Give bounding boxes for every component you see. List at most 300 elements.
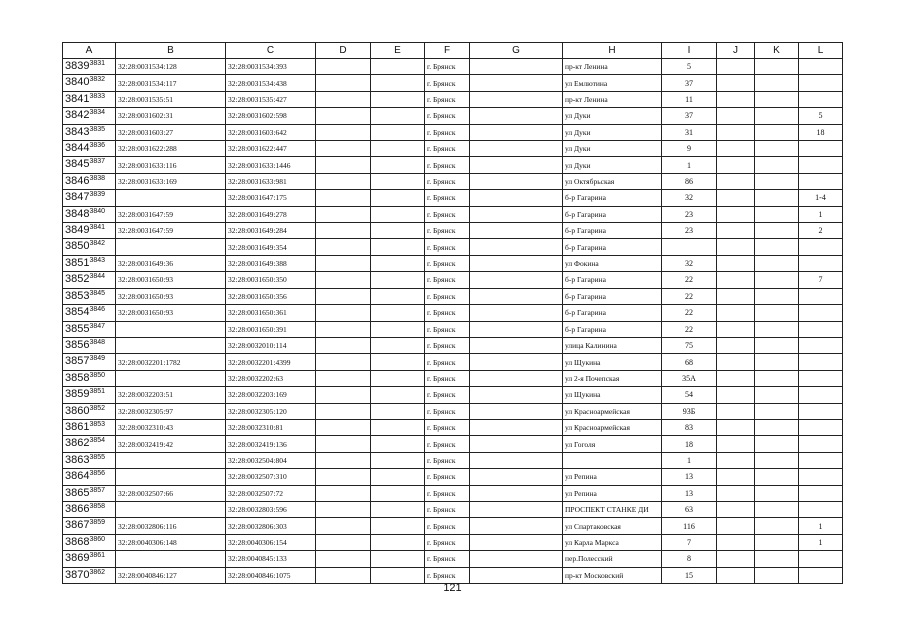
cell-j[interactable] <box>717 272 755 288</box>
cell-j[interactable] <box>717 436 755 452</box>
cell-i[interactable]: 5 <box>662 59 717 75</box>
cell-h[interactable]: б-р Гагарина <box>563 321 662 337</box>
cell-j[interactable] <box>717 75 755 91</box>
cell-e[interactable] <box>371 305 425 321</box>
cell-f[interactable]: г. Брянск <box>425 206 470 222</box>
cell-e[interactable] <box>371 370 425 386</box>
cell-h[interactable]: ул Щукина <box>563 354 662 370</box>
cell-b[interactable]: 32:28:0040846:127 <box>116 567 226 583</box>
cell-i[interactable]: 68 <box>662 354 717 370</box>
cell-h[interactable]: ул Карла Маркса <box>563 534 662 550</box>
cell-i[interactable]: 54 <box>662 387 717 403</box>
row-number-cell[interactable] <box>63 255 116 271</box>
cell-e[interactable] <box>371 534 425 550</box>
cell-g[interactable] <box>470 419 563 435</box>
cell-f[interactable]: г. Брянск <box>425 255 470 271</box>
cell-l[interactable] <box>799 239 843 255</box>
cell-b[interactable] <box>116 469 226 485</box>
cell-c[interactable]: 32:28:0040846:1075 <box>226 567 316 583</box>
cell-b[interactable] <box>116 321 226 337</box>
cell-b[interactable]: 32:28:0032419:42 <box>116 436 226 452</box>
cell-i[interactable]: 35А <box>662 370 717 386</box>
cell-j[interactable] <box>717 255 755 271</box>
row-number-cell[interactable] <box>63 321 116 337</box>
cell-l[interactable]: 1-4 <box>799 190 843 206</box>
cell-c[interactable]: 32:28:0031649:354 <box>226 239 316 255</box>
cell-l[interactable]: 5 <box>799 108 843 124</box>
cell-g[interactable] <box>470 436 563 452</box>
cell-i[interactable]: 37 <box>662 108 717 124</box>
cell-g[interactable] <box>470 206 563 222</box>
cell-e[interactable] <box>371 141 425 157</box>
cell-l[interactable] <box>799 141 843 157</box>
cell-b[interactable]: 32:28:0031633:169 <box>116 173 226 189</box>
cell-e[interactable] <box>371 272 425 288</box>
cell-l[interactable] <box>799 403 843 419</box>
cell-k[interactable] <box>755 436 799 452</box>
cell-e[interactable] <box>371 124 425 140</box>
cell-d[interactable] <box>316 469 371 485</box>
cell-h[interactable]: б-р Гагарина <box>563 305 662 321</box>
cell-h[interactable]: ул Красноармейская <box>563 403 662 419</box>
cell-g[interactable] <box>470 305 563 321</box>
cell-c[interactable]: 32:28:0031650:391 <box>226 321 316 337</box>
cell-d[interactable] <box>316 452 371 468</box>
cell-c[interactable]: 32:28:0032010:114 <box>226 337 316 353</box>
cell-i[interactable]: 116 <box>662 518 717 534</box>
column-header-d[interactable]: D <box>316 43 371 59</box>
cell-l[interactable] <box>799 321 843 337</box>
cell-f[interactable]: г. Брянск <box>425 108 470 124</box>
cell-g[interactable] <box>470 59 563 75</box>
cell-b[interactable]: 32:28:0031535:51 <box>116 91 226 107</box>
cell-e[interactable] <box>371 501 425 517</box>
cell-h[interactable]: ул Фокина <box>563 255 662 271</box>
cell-d[interactable] <box>316 436 371 452</box>
cell-g[interactable] <box>470 91 563 107</box>
cell-k[interactable] <box>755 370 799 386</box>
cell-h[interactable]: б-р Гагарина <box>563 239 662 255</box>
cell-i[interactable]: 1 <box>662 157 717 173</box>
cell-k[interactable] <box>755 305 799 321</box>
cell-b[interactable]: 32:28:0031602:31 <box>116 108 226 124</box>
cell-d[interactable] <box>316 91 371 107</box>
cell-f[interactable]: г. Брянск <box>425 567 470 583</box>
row-number-cell[interactable] <box>63 108 116 124</box>
cell-c[interactable]: 32:28:0032507:310 <box>226 469 316 485</box>
cell-i[interactable]: 22 <box>662 272 717 288</box>
cell-e[interactable] <box>371 108 425 124</box>
cell-c[interactable]: 32:28:0031650:361 <box>226 305 316 321</box>
cell-b[interactable]: 32:28:0031647:59 <box>116 206 226 222</box>
cell-j[interactable] <box>717 91 755 107</box>
cell-h[interactable]: ул Емлютина <box>563 75 662 91</box>
cell-g[interactable] <box>470 157 563 173</box>
cell-l[interactable] <box>799 551 843 567</box>
cell-b[interactable]: 32:28:0031633:116 <box>116 157 226 173</box>
cell-k[interactable] <box>755 469 799 485</box>
cell-k[interactable] <box>755 272 799 288</box>
cell-e[interactable] <box>371 190 425 206</box>
cell-d[interactable] <box>316 337 371 353</box>
cell-f[interactable]: г. Брянск <box>425 551 470 567</box>
cell-h[interactable]: пр-кт Ленина <box>563 91 662 107</box>
cell-h[interactable]: ул Дуки <box>563 157 662 173</box>
row-number-cell[interactable] <box>63 403 116 419</box>
row-number-cell[interactable] <box>63 59 116 75</box>
row-number-cell[interactable] <box>63 305 116 321</box>
cell-k[interactable] <box>755 501 799 517</box>
cell-l[interactable] <box>799 337 843 353</box>
cell-f[interactable]: г. Брянск <box>425 469 470 485</box>
cell-c[interactable]: 32:28:0031647:175 <box>226 190 316 206</box>
cell-c[interactable]: 32:28:0032507:72 <box>226 485 316 501</box>
cell-c[interactable]: 32:28:0032504:804 <box>226 452 316 468</box>
cell-e[interactable] <box>371 157 425 173</box>
cell-j[interactable] <box>717 305 755 321</box>
cell-f[interactable]: г. Брянск <box>425 354 470 370</box>
cell-d[interactable] <box>316 534 371 550</box>
cell-e[interactable] <box>371 288 425 304</box>
cell-g[interactable] <box>470 124 563 140</box>
cell-l[interactable] <box>799 436 843 452</box>
cell-f[interactable]: г. Брянск <box>425 223 470 239</box>
cell-f[interactable]: г. Брянск <box>425 272 470 288</box>
column-header-g[interactable]: G <box>470 43 563 59</box>
cell-i[interactable]: 22 <box>662 288 717 304</box>
cell-c[interactable]: 32:28:0031649:278 <box>226 206 316 222</box>
cell-l[interactable] <box>799 419 843 435</box>
cell-d[interactable] <box>316 124 371 140</box>
row-number-cell[interactable] <box>63 157 116 173</box>
cell-f[interactable]: г. Брянск <box>425 436 470 452</box>
cell-g[interactable] <box>470 141 563 157</box>
cell-h[interactable]: б-р Гагарина <box>563 223 662 239</box>
row-number-cell[interactable] <box>63 534 116 550</box>
cell-b[interactable] <box>116 337 226 353</box>
cell-b[interactable]: 32:28:0031650:93 <box>116 305 226 321</box>
cell-d[interactable] <box>316 206 371 222</box>
cell-l[interactable] <box>799 501 843 517</box>
row-number-cell[interactable] <box>63 387 116 403</box>
cell-i[interactable]: 86 <box>662 173 717 189</box>
cell-j[interactable] <box>717 239 755 255</box>
cell-l[interactable] <box>799 59 843 75</box>
cell-j[interactable] <box>717 223 755 239</box>
cell-i[interactable]: 18 <box>662 436 717 452</box>
cell-k[interactable] <box>755 91 799 107</box>
cell-f[interactable]: г. Брянск <box>425 452 470 468</box>
cell-h[interactable]: б-р Гагарина <box>563 190 662 206</box>
cell-h[interactable]: ул Репина <box>563 485 662 501</box>
cell-l[interactable] <box>799 370 843 386</box>
cell-c[interactable]: 32:28:0032806:303 <box>226 518 316 534</box>
cell-k[interactable] <box>755 551 799 567</box>
cell-f[interactable]: г. Брянск <box>425 239 470 255</box>
column-header-h[interactable]: H <box>563 43 662 59</box>
cell-j[interactable] <box>717 206 755 222</box>
row-number-cell[interactable] <box>63 469 116 485</box>
cell-h[interactable]: б-р Гагарина <box>563 272 662 288</box>
cell-k[interactable] <box>755 108 799 124</box>
column-header-c[interactable]: C <box>226 43 316 59</box>
cell-e[interactable] <box>371 551 425 567</box>
cell-h[interactable]: б-р Гагарина <box>563 206 662 222</box>
row-number-cell[interactable] <box>63 239 116 255</box>
cell-j[interactable] <box>717 157 755 173</box>
row-number-cell[interactable] <box>63 551 116 567</box>
cell-b[interactable]: 32:28:0031603:27 <box>116 124 226 140</box>
row-number-cell[interactable] <box>63 223 116 239</box>
cell-b[interactable]: 32:28:0032203:51 <box>116 387 226 403</box>
cell-c[interactable]: 32:28:0031535:427 <box>226 91 316 107</box>
cell-h[interactable]: ул Дуки <box>563 141 662 157</box>
row-number-cell[interactable] <box>63 518 116 534</box>
cell-k[interactable] <box>755 337 799 353</box>
cell-c[interactable]: 32:28:0040845:133 <box>226 551 316 567</box>
cell-d[interactable] <box>316 305 371 321</box>
cell-f[interactable]: г. Брянск <box>425 403 470 419</box>
cell-f[interactable]: г. Брянск <box>425 534 470 550</box>
cell-k[interactable] <box>755 288 799 304</box>
cell-b[interactable] <box>116 452 226 468</box>
cell-l[interactable]: 7 <box>799 272 843 288</box>
cell-l[interactable] <box>799 305 843 321</box>
cell-k[interactable] <box>755 141 799 157</box>
row-number-cell[interactable] <box>63 288 116 304</box>
cell-b[interactable] <box>116 190 226 206</box>
cell-g[interactable] <box>470 272 563 288</box>
cell-b[interactable]: 32:28:0031649:36 <box>116 255 226 271</box>
cell-i[interactable]: 15 <box>662 567 717 583</box>
cell-d[interactable] <box>316 173 371 189</box>
cell-k[interactable] <box>755 239 799 255</box>
cell-g[interactable] <box>470 321 563 337</box>
cell-d[interactable] <box>316 387 371 403</box>
cell-e[interactable] <box>371 387 425 403</box>
cell-k[interactable] <box>755 452 799 468</box>
cell-l[interactable] <box>799 173 843 189</box>
cell-b[interactable] <box>116 501 226 517</box>
cell-b[interactable]: 32:28:0031534:128 <box>116 59 226 75</box>
cell-f[interactable]: г. Брянск <box>425 91 470 107</box>
cell-f[interactable]: г. Брянск <box>425 157 470 173</box>
row-number-cell[interactable] <box>63 452 116 468</box>
cell-g[interactable] <box>470 108 563 124</box>
cell-j[interactable] <box>717 59 755 75</box>
cell-f[interactable]: г. Брянск <box>425 419 470 435</box>
cell-h[interactable]: ул 2-я Почепская <box>563 370 662 386</box>
cell-g[interactable] <box>470 501 563 517</box>
cell-h[interactable]: пер.Полесский <box>563 551 662 567</box>
cell-f[interactable]: г. Брянск <box>425 518 470 534</box>
column-header-b[interactable]: B <box>116 43 226 59</box>
cell-i[interactable]: 83 <box>662 419 717 435</box>
cell-k[interactable] <box>755 223 799 239</box>
cell-d[interactable] <box>316 354 371 370</box>
cell-k[interactable] <box>755 157 799 173</box>
cell-d[interactable] <box>316 255 371 271</box>
cell-g[interactable] <box>470 173 563 189</box>
cell-g[interactable] <box>470 288 563 304</box>
cell-k[interactable] <box>755 173 799 189</box>
cell-e[interactable] <box>371 403 425 419</box>
cell-d[interactable] <box>316 288 371 304</box>
row-number-cell[interactable] <box>63 206 116 222</box>
cell-l[interactable] <box>799 354 843 370</box>
cell-c[interactable]: 32:28:0031603:642 <box>226 124 316 140</box>
cell-c[interactable]: 32:28:0032203:169 <box>226 387 316 403</box>
cell-j[interactable] <box>717 403 755 419</box>
cell-f[interactable]: г. Брянск <box>425 173 470 189</box>
cell-i[interactable]: 8 <box>662 551 717 567</box>
cell-j[interactable] <box>717 387 755 403</box>
cell-d[interactable] <box>316 108 371 124</box>
cell-i[interactable]: 75 <box>662 337 717 353</box>
cell-e[interactable] <box>371 223 425 239</box>
cell-d[interactable] <box>316 419 371 435</box>
cell-b[interactable]: 32:28:0032305:97 <box>116 403 226 419</box>
cell-c[interactable]: 32:28:0031649:388 <box>226 255 316 271</box>
cell-i[interactable]: 11 <box>662 91 717 107</box>
cell-c[interactable]: 32:28:0032803:596 <box>226 501 316 517</box>
cell-b[interactable]: 32:28:0040306:148 <box>116 534 226 550</box>
cell-e[interactable] <box>371 485 425 501</box>
row-number-cell[interactable] <box>63 173 116 189</box>
row-number-cell[interactable] <box>63 485 116 501</box>
cell-i[interactable]: 23 <box>662 223 717 239</box>
cell-f[interactable]: г. Брянск <box>425 501 470 517</box>
cell-l[interactable] <box>799 387 843 403</box>
cell-g[interactable] <box>470 255 563 271</box>
row-number-cell[interactable] <box>63 190 116 206</box>
cell-d[interactable] <box>316 141 371 157</box>
cell-h[interactable]: улица Калинина <box>563 337 662 353</box>
cell-e[interactable] <box>371 239 425 255</box>
cell-g[interactable] <box>470 534 563 550</box>
cell-d[interactable] <box>316 59 371 75</box>
row-number-cell[interactable] <box>63 124 116 140</box>
cell-j[interactable] <box>717 370 755 386</box>
cell-k[interactable] <box>755 59 799 75</box>
cell-h[interactable]: пр-кт Московский <box>563 567 662 583</box>
cell-k[interactable] <box>755 206 799 222</box>
cell-b[interactable]: 32:28:0031534:117 <box>116 75 226 91</box>
cell-b[interactable]: 32:28:0032507:66 <box>116 485 226 501</box>
cell-g[interactable] <box>470 403 563 419</box>
cell-j[interactable] <box>717 288 755 304</box>
cell-k[interactable] <box>755 124 799 140</box>
cell-j[interactable] <box>717 419 755 435</box>
cell-f[interactable]: г. Брянск <box>425 305 470 321</box>
cell-h[interactable]: ул Гоголя <box>563 436 662 452</box>
cell-g[interactable] <box>470 551 563 567</box>
cell-e[interactable] <box>371 518 425 534</box>
cell-e[interactable] <box>371 173 425 189</box>
cell-i[interactable]: 37 <box>662 75 717 91</box>
cell-c[interactable]: 32:28:0031534:393 <box>226 59 316 75</box>
row-number-cell[interactable] <box>63 272 116 288</box>
cell-l[interactable]: 18 <box>799 124 843 140</box>
cell-l[interactable] <box>799 469 843 485</box>
row-number-cell[interactable] <box>63 337 116 353</box>
cell-g[interactable] <box>470 452 563 468</box>
cell-j[interactable] <box>717 337 755 353</box>
cell-b[interactable]: 32:28:0031647:59 <box>116 223 226 239</box>
column-header-k[interactable]: K <box>755 43 799 59</box>
cell-f[interactable]: г. Брянск <box>425 387 470 403</box>
column-header-i[interactable]: I <box>662 43 717 59</box>
cell-f[interactable]: г. Брянск <box>425 141 470 157</box>
cell-d[interactable] <box>316 501 371 517</box>
cell-f[interactable]: г. Брянск <box>425 75 470 91</box>
cell-g[interactable] <box>470 223 563 239</box>
cell-e[interactable] <box>371 91 425 107</box>
cell-e[interactable] <box>371 354 425 370</box>
cell-g[interactable] <box>470 485 563 501</box>
cell-f[interactable]: г. Брянск <box>425 321 470 337</box>
cell-j[interactable] <box>717 518 755 534</box>
cell-e[interactable] <box>371 419 425 435</box>
cell-b[interactable]: 32:28:0031622:288 <box>116 141 226 157</box>
cell-k[interactable] <box>755 190 799 206</box>
cell-d[interactable] <box>316 157 371 173</box>
cell-i[interactable]: 13 <box>662 469 717 485</box>
cell-j[interactable] <box>717 173 755 189</box>
cell-d[interactable] <box>316 551 371 567</box>
cell-c[interactable]: 32:28:0031633:1446 <box>226 157 316 173</box>
cell-e[interactable] <box>371 75 425 91</box>
cell-d[interactable] <box>316 239 371 255</box>
row-number-cell[interactable] <box>63 419 116 435</box>
cell-b[interactable] <box>116 370 226 386</box>
cell-l[interactable]: 1 <box>799 534 843 550</box>
cell-d[interactable] <box>316 485 371 501</box>
cell-c[interactable]: 32:28:0032202:63 <box>226 370 316 386</box>
row-number-cell[interactable] <box>63 91 116 107</box>
cell-i[interactable]: 32 <box>662 190 717 206</box>
column-header-j[interactable]: J <box>717 43 755 59</box>
cell-j[interactable] <box>717 469 755 485</box>
cell-i[interactable]: 7 <box>662 534 717 550</box>
cell-l[interactable] <box>799 288 843 304</box>
cell-b[interactable]: 32:28:0032201:1782 <box>116 354 226 370</box>
cell-j[interactable] <box>717 190 755 206</box>
cell-g[interactable] <box>470 518 563 534</box>
cell-e[interactable] <box>371 59 425 75</box>
cell-i[interactable]: 22 <box>662 321 717 337</box>
cell-j[interactable] <box>717 321 755 337</box>
cell-g[interactable] <box>470 370 563 386</box>
cell-f[interactable]: г. Брянск <box>425 337 470 353</box>
cell-l[interactable] <box>799 75 843 91</box>
cell-b[interactable]: 32:28:0031650:93 <box>116 288 226 304</box>
cell-i[interactable]: 1 <box>662 452 717 468</box>
cell-c[interactable]: 32:28:0032310:81 <box>226 419 316 435</box>
cell-b[interactable]: 32:28:0032310:43 <box>116 419 226 435</box>
cell-i[interactable]: 13 <box>662 485 717 501</box>
cell-i[interactable]: 22 <box>662 305 717 321</box>
cell-h[interactable]: ул Октябрьская <box>563 173 662 189</box>
cell-h[interactable]: ул Красноармейская <box>563 419 662 435</box>
cell-j[interactable] <box>717 141 755 157</box>
cell-d[interactable] <box>316 370 371 386</box>
cell-e[interactable] <box>371 206 425 222</box>
cell-l[interactable] <box>799 157 843 173</box>
cell-h[interactable]: пр-кт Ленина <box>563 59 662 75</box>
row-number-cell[interactable] <box>63 75 116 91</box>
cell-c[interactable]: 32:28:0032201:4399 <box>226 354 316 370</box>
